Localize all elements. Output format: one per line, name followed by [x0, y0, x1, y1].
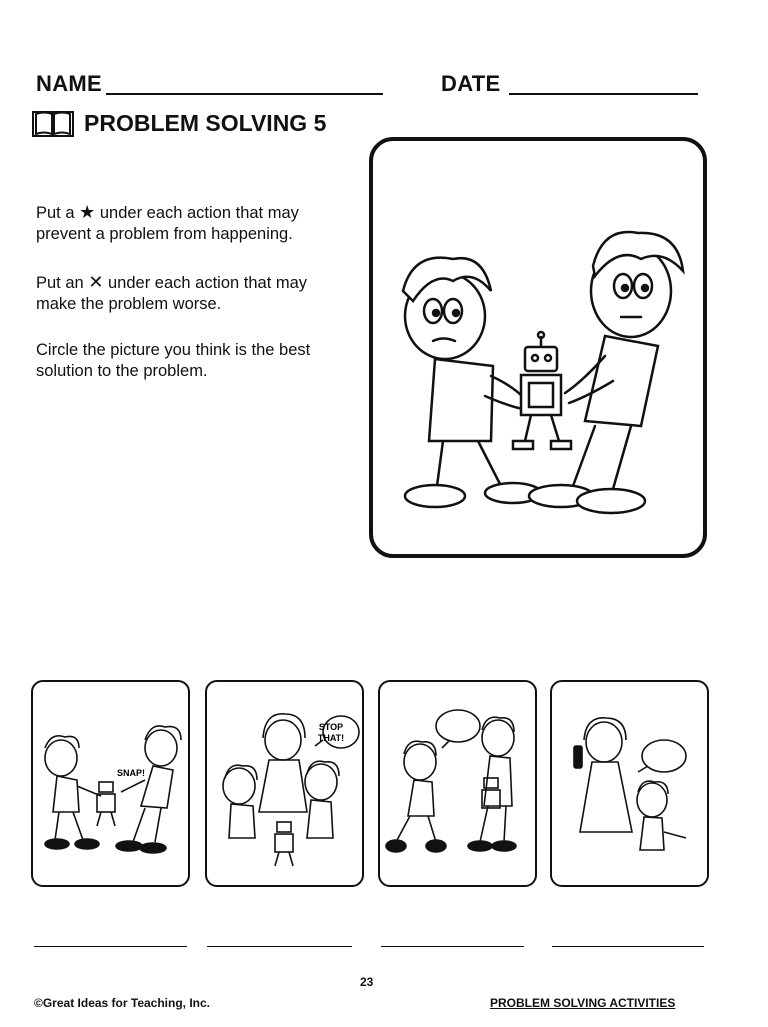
- speech-bubble-line-2: THAT!: [317, 733, 345, 743]
- instruction-circle: Circle the picture you think is the best solution to the problem.: [36, 341, 311, 380]
- panel-1-tug-of-war[interactable]: [31, 680, 190, 887]
- copyright-text: ©Great Ideas for Teaching, Inc.: [34, 996, 210, 1010]
- snap-sound-effect: SNAP!: [117, 768, 146, 778]
- date-field[interactable]: [509, 93, 698, 95]
- name-field[interactable]: [106, 93, 383, 95]
- answer-line-4[interactable]: [552, 946, 704, 947]
- instruction-star: Put a ★ under each action that may prevent a problem from happening.: [36, 202, 299, 243]
- star-icon: ★: [79, 202, 96, 222]
- answer-line-2[interactable]: [207, 946, 352, 947]
- kids-fighting-over-robot-illustration: [373, 141, 703, 554]
- open-book-icon: [32, 108, 74, 138]
- panel-2-adult-stops[interactable]: [205, 680, 364, 887]
- panel-3-offer-to-share[interactable]: [378, 680, 537, 887]
- panel-1-illustration: [33, 682, 187, 884]
- panel-4-illustration: [552, 682, 706, 884]
- title-row: [32, 108, 326, 138]
- x-mark-icon: ✕: [88, 272, 104, 292]
- answer-line-3[interactable]: [381, 946, 524, 947]
- panel-2-illustration: [207, 682, 361, 884]
- speech-bubble-line-1: STOP: [318, 722, 344, 732]
- series-title: PROBLEM SOLVING ACTIVITIES: [490, 996, 676, 1010]
- main-picture-frame: [369, 137, 707, 558]
- answer-line-1[interactable]: [34, 946, 187, 947]
- date-label: DATE: [441, 71, 501, 96]
- instruction-x: Put an ✕ under each action that may make the problem worse.: [36, 272, 308, 313]
- panel-4-call-mom[interactable]: [550, 680, 709, 887]
- name-label: NAME: [36, 71, 102, 96]
- page-number: 23: [360, 975, 374, 989]
- panel-3-illustration: [380, 682, 534, 884]
- page-title: PROBLEM SOLVING 5: [84, 109, 327, 136]
